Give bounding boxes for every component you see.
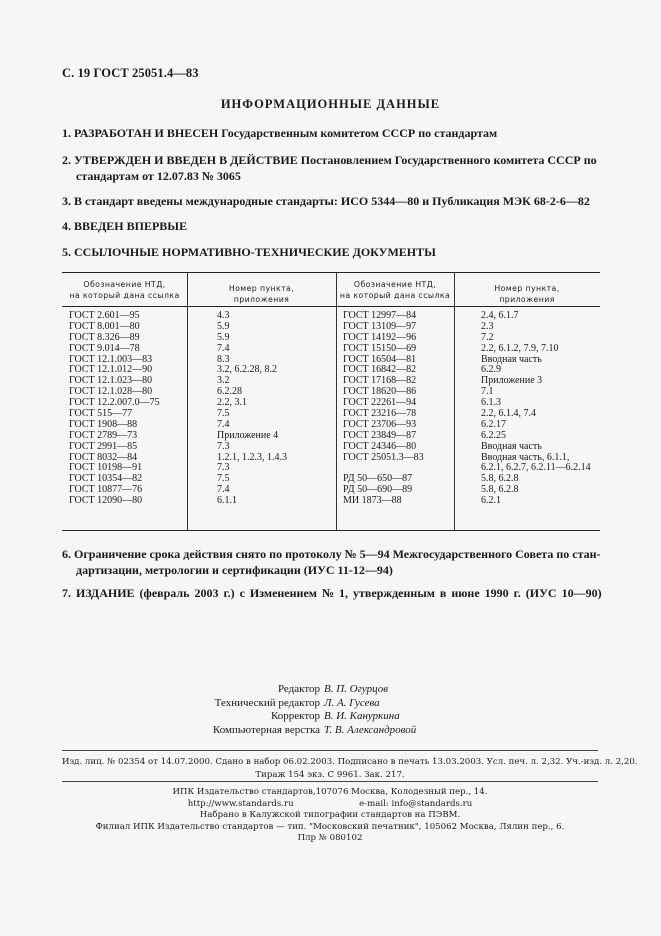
- table-cell-doc: ГОСТ 13109—97: [343, 320, 417, 332]
- th-doc-left: Обозначение НТД, на который дана ссылка: [69, 280, 180, 300]
- publisher-line-4: Филиал ИПК Издательство стандартов — тип. "Московский печатник", 105062 Москва, Лялин пер., 6.: [95, 821, 565, 832]
- table-cell-clause: Вводная часть: [481, 440, 542, 452]
- table-cell-clause: Приложение 3: [481, 375, 543, 387]
- publisher-email: e-mail: info@standards.ru: [359, 798, 473, 809]
- table-cell-doc: ГОСТ 23849—87: [343, 429, 417, 441]
- table-cell-doc: ГОСТ 8032—84: [69, 451, 138, 463]
- table-cell-clause: 7.4: [217, 342, 230, 354]
- table-cell-doc: ГОСТ 10198—91: [69, 462, 143, 474]
- table-cell-clause: 2.2, 6.1.4, 7.4: [481, 408, 536, 420]
- table-cell-clause: 6.2.28: [217, 386, 242, 398]
- table-cell-doc: ГОСТ 12997—84: [343, 310, 417, 321]
- section-title: ИНФОРМАЦИОННЫЕ ДАННЫЕ: [220, 97, 441, 111]
- table-divider-1: [187, 272, 188, 530]
- table-cell-clause: 5.9: [217, 331, 230, 343]
- table-cell-clause: Вводная часть: [481, 353, 542, 365]
- table-cell-clause: 6.1.3: [481, 397, 501, 409]
- table-cell-doc: ГОСТ 16842—82: [343, 364, 417, 376]
- table-cell-clause: 2.4, 6.1.7: [481, 310, 519, 321]
- col-right-docs: [343, 311, 424, 507]
- imprint-line-1: Изд. лиц. № 02354 от 14.07.2000. Сдано в набор 06.02.2003. Подписано в печать 13.03.2003. Усл. печ. л. 2,32. Уч.-изд. л. 2,20.: [62, 757, 638, 767]
- item-4: 4. ВВЕДЕН ВПЕРВЫЕ: [62, 219, 188, 233]
- credit-corrector: [0, 710, 661, 724]
- credit-person: В. И. Кануркина: [324, 710, 400, 723]
- credit-person: В. П. Огурцов: [324, 683, 389, 695]
- table-cell-doc: ГОСТ 16504—81: [343, 353, 417, 365]
- credit-layout: [0, 724, 661, 738]
- publisher-line-2: [62, 799, 598, 811]
- table-cell-clause: 2.3: [481, 320, 494, 332]
- table-cell-doc: ГОСТ 24346—80: [343, 440, 417, 452]
- table-cell-doc: РД 50—650—87: [343, 473, 413, 485]
- item-2-line-1: 2. УТВЕРЖДЕН И ВВЕДЕН В ДЕЙСТВИЕ Постановлением Государственного комитета СССР по: [62, 153, 597, 167]
- credit-role: Редактор: [277, 683, 320, 695]
- th-doc-right: Обозначение НТД, на который дана ссылка: [339, 280, 451, 300]
- credit-person: Т. В. Александровой: [324, 723, 417, 736]
- imprint-line-2: Тираж 154 экз. С 9961. Зак. 217.: [255, 770, 405, 780]
- table-cell-doc: ГОСТ 12.1.003—83: [69, 353, 153, 365]
- item-5: 5. ССЫЛОЧНЫЕ НОРМАТИВНО-ТЕХНИЧЕСКИЕ ДОКУМЕНТЫ: [62, 245, 436, 259]
- table-cell-clause: 6.2.1: [481, 495, 501, 507]
- table-cell-clause: 7.1: [481, 386, 494, 398]
- credit-role: Технический редактор: [214, 696, 320, 709]
- item-2-line-2: стандартам от 12.07.83 № 3065: [76, 169, 241, 183]
- table-cell-clause: 7.3: [217, 440, 230, 452]
- item-7: 7. ИЗДАНИЕ (февраль 2003 г.) с Изменением № 1, утвержденным в июне 1990 г. (ИУС 10—90): [62, 586, 602, 600]
- table-cell-clause: 7.2: [481, 331, 494, 343]
- table-cell-doc: ГОСТ 15150—69: [343, 342, 417, 354]
- separator-bottom: [62, 781, 598, 782]
- table-cell-doc: ГОСТ 515—77: [69, 408, 133, 420]
- table-cell-clause: 7.5: [217, 408, 230, 420]
- table-cell-clause: 6.2.17: [481, 418, 506, 430]
- table-cell-clause: 4.3: [217, 310, 230, 321]
- table-cell-clause: Приложение 4: [217, 429, 279, 441]
- table-cell-doc: ГОСТ 8.001—80: [69, 320, 140, 332]
- credit-tech-editor: [0, 697, 661, 711]
- table-cell-doc: ГОСТ 18620—86: [343, 386, 417, 398]
- table-cell-clause: 2.2, 6.1.2, 7.9, 7.10: [481, 342, 559, 354]
- credits-block: [0, 683, 661, 737]
- publisher-website: http://www.standards.ru: [187, 798, 294, 809]
- table-cell-doc: ГОСТ 2.601—95: [69, 310, 140, 321]
- publisher-block: [62, 787, 598, 845]
- col-right-nums: [481, 311, 591, 507]
- table-cell-doc: ГОСТ 8.326—89: [69, 331, 140, 343]
- item-1: 1. РАЗРАБОТАН И ВНЕСЕН Государственным комитетом СССР по стандартам: [62, 126, 498, 140]
- table-cell-clause: 6.2.25: [481, 429, 506, 441]
- table-cell-clause: Вводная часть, 6.1.1,: [481, 451, 570, 463]
- table-cell-clause: 5.9: [217, 320, 230, 332]
- table-cell-clause: 6.1.1: [217, 495, 237, 507]
- publisher-line-5: Плр № 080102: [297, 833, 363, 844]
- table-cell-doc: ГОСТ 22261—94: [343, 397, 417, 409]
- table-cell-doc: ГОСТ 10354—82: [69, 473, 143, 485]
- table-cell-clause: 7.3: [217, 462, 230, 474]
- table-cell-doc: ГОСТ 25051.3—83: [343, 451, 424, 463]
- table-cell-doc: ГОСТ 1908—88: [69, 418, 138, 430]
- table-cell-clause: 1.2.1, 1.2.3, 1.4.3: [217, 451, 287, 463]
- credit-role: Компьютерная верстка: [212, 723, 320, 736]
- table-cell-doc: ГОСТ 23706—93: [343, 418, 417, 430]
- credit-role: Корректор: [270, 710, 320, 723]
- th-num-right: Номер пункта, приложения: [494, 284, 560, 304]
- item-6: [62, 546, 602, 578]
- table-cell-clause: 5.8, 6.2.8: [481, 484, 519, 496]
- table-top-rule: [62, 272, 600, 273]
- table-bottom-rule: [62, 530, 600, 531]
- table-cell-doc: ГОСТ 17168—82: [343, 375, 417, 387]
- table-cell-clause: 7.4: [217, 418, 230, 430]
- table-cell-clause: 2.2, 3.1: [217, 397, 247, 409]
- imprint-block: [62, 756, 638, 782]
- table-cell-doc: ГОСТ 12.2.007.0—75: [69, 397, 160, 409]
- table-header-rule: [62, 306, 600, 307]
- separator-top: [62, 750, 598, 751]
- table-cell-doc: ГОСТ 10877—76: [69, 484, 143, 496]
- table-cell-doc: ГОСТ 9.014—78: [69, 342, 140, 354]
- table-cell-doc: МИ 1873—88: [343, 495, 402, 507]
- table-cell-clause: 7.4: [217, 484, 230, 496]
- item-3: 3. В стандарт введены международные стандарты: ИСО 5344—80 и Публикация МЭК 68-2-6—82: [62, 194, 590, 208]
- table-cell-doc: ГОСТ 14192—96: [343, 331, 417, 343]
- table-divider-2: [336, 272, 337, 530]
- table-cell-clause: 7.5: [217, 473, 230, 485]
- item-2: [62, 152, 602, 184]
- col-left-nums: [217, 311, 287, 507]
- table-cell-clause: 6.2.1, 6.2.7, 6.2.11—6.2.14: [481, 462, 591, 474]
- page-header: С. 19 ГОСТ 25051.4—83: [62, 66, 199, 80]
- table-cell-doc: ГОСТ 12.1.023—80: [69, 375, 153, 387]
- table-cell-doc: ГОСТ 2789—73: [69, 429, 138, 441]
- table-cell-doc: РД 50—690—89: [343, 484, 413, 496]
- table-cell-clause: 6.2.9: [481, 364, 501, 376]
- table-cell-doc: ГОСТ 12.1.012—90: [69, 364, 153, 376]
- table-cell-clause: 3.2, 6.2.28, 8.2: [217, 364, 277, 376]
- table-divider-3: [454, 272, 455, 530]
- item-6-line-2: дартизации, метрологии и сертификации (ИУС 11-12—94): [76, 563, 393, 577]
- table-cell-clause: 5.8, 6.2.8: [481, 473, 519, 485]
- col-left-docs: [69, 311, 160, 507]
- table-cell-doc: ГОСТ 23216—78: [343, 408, 417, 420]
- item-6-line-1: 6. Ограничение срока действия снято по протоколу № 5—94 Межгосударственного Совета по стан-: [62, 547, 601, 561]
- table-cell-doc: ГОСТ 2991—85: [69, 440, 138, 452]
- publisher-line-3: Набрано в Калужской типографии стандартов на ПЭВМ.: [199, 810, 461, 821]
- table-cell-clause: 3.2: [217, 375, 230, 387]
- table-cell-doc: ГОСТ 12090—80: [69, 495, 143, 507]
- publisher-line-1: ИПК Издательство стандартов,107076 Москва, Колодезный пер., 14.: [172, 787, 488, 797]
- th-num-left: Номер пункта, приложения: [228, 284, 295, 304]
- table-cell-doc: ГОСТ 12.1.028—80: [69, 386, 153, 398]
- credit-editor: [0, 683, 661, 697]
- table-cell-clause: 8.3: [217, 353, 230, 365]
- credit-person: Л. А. Гусева: [324, 696, 380, 709]
